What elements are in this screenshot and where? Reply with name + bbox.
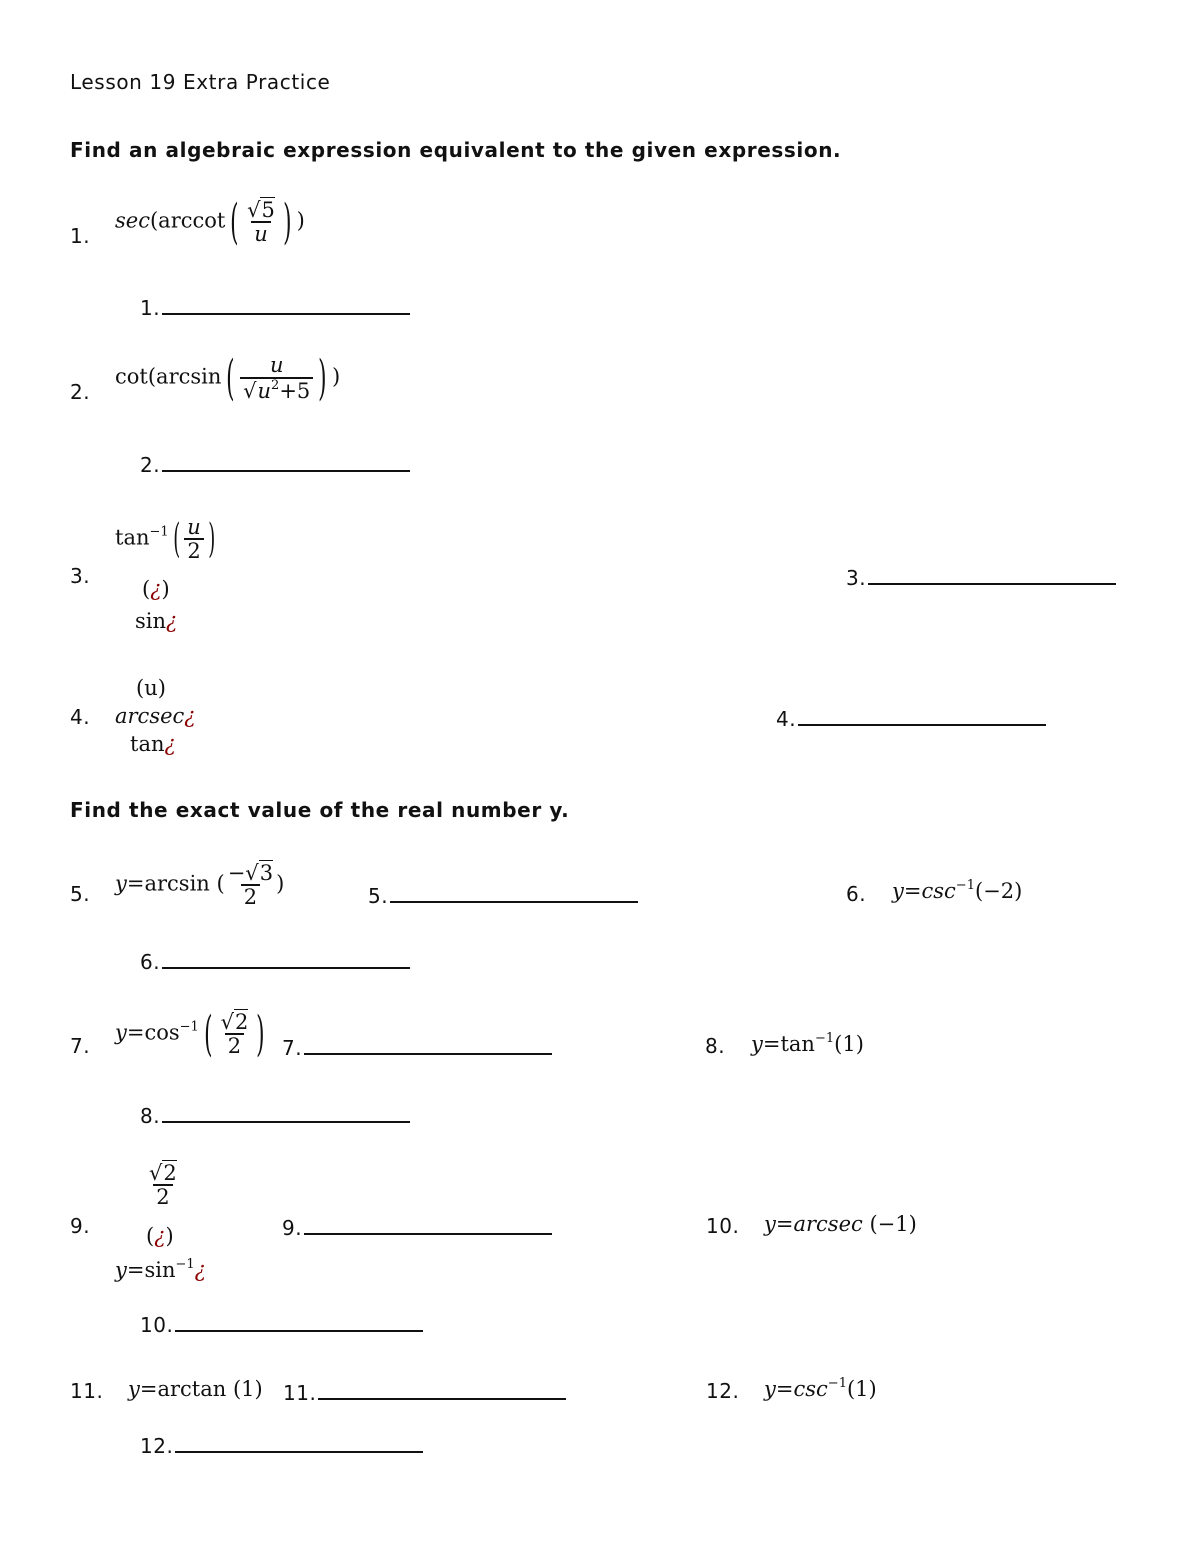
p2-denom-rest: +5 [279, 378, 311, 403]
problem-9-number: 9. [70, 1214, 91, 1238]
answer-1-blank[interactable] [162, 294, 410, 315]
p7-denom: 2 [225, 1033, 244, 1057]
problem-6-number: 6. [846, 882, 867, 906]
p7-fn: =cos [126, 1020, 180, 1045]
problem-3-bottom: sin¿ [135, 609, 178, 633]
p12-fn: csc [793, 1377, 828, 1401]
problem-9-top [146, 1162, 180, 1208]
p9-lhs: y [115, 1258, 127, 1282]
problem-11-expression [128, 1377, 263, 1401]
answer-1 [140, 294, 410, 320]
problem-2-expression: cot(arcsin ( $\frac{u}{√u^2+5}$ ) ) [115, 350, 341, 406]
problem-6-expression [892, 878, 1022, 903]
p10-arg: (−1) [869, 1212, 917, 1236]
problem-10-number: 10. [706, 1214, 740, 1238]
p7-lhs: y [115, 1020, 127, 1045]
problem-3-number: 3. [70, 564, 91, 588]
answer-12 [140, 1432, 423, 1458]
p8-lhs: y [751, 1032, 763, 1056]
p9-exp: −1 [175, 1257, 195, 1272]
problem-8-number: 8. [705, 1034, 726, 1058]
p6-exp: −1 [955, 878, 975, 893]
p6-eq: = [903, 879, 922, 903]
section-instructions-2: Find the exact value of the real number y. [70, 798, 570, 822]
answer-6 [140, 948, 410, 974]
p9-fn: =sin [126, 1258, 176, 1282]
problem-2-number: 2. [70, 380, 91, 404]
answer-5 [368, 882, 638, 908]
p2-numer: u [269, 353, 284, 378]
answer-7 [282, 1034, 552, 1060]
answer-2-blank[interactable] [162, 451, 410, 472]
p5-numer: 3 [259, 861, 274, 885]
answer-1-label: 1. [140, 296, 161, 320]
problem-12-expression [764, 1376, 877, 1401]
answer-10-label: 10. [140, 1313, 174, 1337]
section-instructions-1: Find an algebraic expression equivalent to the given expression. [70, 138, 842, 162]
p3-denom: 2 [184, 538, 203, 562]
answer-6-blank[interactable] [162, 948, 410, 969]
answer-11 [283, 1379, 566, 1405]
page-title: Lesson 19 Extra Practice [70, 70, 331, 94]
problem-8-expression [751, 1031, 864, 1056]
problem-7-expression: $y=\cos^{-1}$ ( $\frac{√2}{2}$ ) [115, 1006, 265, 1062]
p7-numer: 2 [234, 1009, 249, 1034]
p6-lhs: y [892, 879, 904, 903]
p8-arg: (1) [834, 1032, 864, 1056]
answer-8 [140, 1102, 410, 1128]
answer-4 [776, 705, 1046, 731]
answer-9 [282, 1214, 552, 1240]
p5-numer-sign: − [227, 861, 246, 885]
answer-11-blank[interactable] [318, 1379, 566, 1400]
p2-arc: arcsin [156, 364, 222, 389]
p6-fn: csc [921, 879, 956, 903]
p1-numer: 5 [261, 197, 275, 222]
problem-7-number: 7. [70, 1034, 91, 1058]
p9-denom: 2 [153, 1184, 172, 1208]
answer-7-label: 7. [282, 1036, 303, 1060]
answer-3 [846, 564, 1116, 590]
answer-7-blank[interactable] [304, 1034, 552, 1055]
answer-6-label: 6. [140, 950, 161, 974]
p12-arg: (1) [846, 1377, 877, 1401]
answer-8-blank[interactable] [162, 1102, 410, 1123]
answer-10 [140, 1311, 423, 1337]
p3-fraction [184, 516, 204, 562]
problem-3-mid: (¿) [142, 577, 170, 601]
p2-denom-exp: 2 [271, 377, 280, 393]
problem-4-top: (u) [136, 676, 166, 700]
p1-fn: sec [115, 208, 150, 233]
p2-denom-var: u [257, 378, 272, 403]
answer-5-label: 5. [368, 884, 389, 908]
p1-denom: u [251, 221, 271, 245]
answer-3-label: 3. [846, 566, 867, 590]
p3-top-exp: −1 [149, 524, 169, 540]
p8-fn: =tan [762, 1032, 815, 1056]
p5-fraction: $\frac{-√3}{2}$ [227, 861, 274, 910]
answer-2-label: 2. [140, 453, 161, 477]
p6-arg: (−2) [974, 879, 1023, 903]
p11-lhs: y [128, 1377, 140, 1401]
answer-10-blank[interactable] [175, 1311, 423, 1332]
p9-fraction: $\frac{√2}{2}$ [149, 1161, 177, 1210]
p10-fn: arcsec [793, 1212, 863, 1236]
p10-lhs: y [764, 1212, 776, 1236]
p12-lhs: y [764, 1377, 776, 1401]
problem-1-number: 1. [70, 224, 91, 248]
answer-4-label: 4. [776, 707, 797, 731]
problem-4-bottom: tan¿ [130, 732, 176, 756]
p2-fn: cot [115, 364, 148, 389]
problem-4-mid: arcsec¿ [115, 704, 196, 728]
answer-9-label: 9. [282, 1216, 303, 1240]
problem-11-number: 11. [70, 1379, 104, 1403]
p5-denom: 2 [241, 884, 260, 908]
p9-numer: 2 [163, 1161, 177, 1185]
problem-4-number: 4. [70, 705, 91, 729]
p3-numer: u [187, 515, 201, 539]
answer-12-blank[interactable] [175, 1432, 423, 1453]
p11-fn: =arctan [139, 1377, 227, 1401]
problem-1-expression: sec(arccot ( $\frac{√5}{u}$ ) ) [115, 194, 305, 250]
answer-4-blank[interactable] [798, 705, 1046, 726]
problem-10-expression [764, 1212, 917, 1236]
answer-8-label: 8. [140, 1104, 161, 1128]
answer-12-label: 12. [140, 1434, 174, 1458]
p3-top-fn: tan [115, 525, 150, 550]
problem-9-mid: (¿) [146, 1224, 174, 1248]
problem-9-bottom [115, 1257, 206, 1282]
answer-5-blank[interactable] [390, 882, 638, 903]
answer-3-blank[interactable] [868, 564, 1116, 585]
p7-fraction: $\frac{√2}{2}$ [220, 1009, 249, 1058]
problem-5-number: 5. [70, 882, 91, 906]
p12-eq: = [775, 1377, 794, 1401]
p1-arc: arccot [158, 208, 226, 233]
answer-11-label: 11. [283, 1381, 317, 1405]
p1-fraction: $\frac{√5}{u}$ [247, 197, 275, 246]
p9-tail: ¿ [194, 1258, 206, 1282]
answer-9-blank[interactable] [304, 1214, 552, 1235]
p8-exp: −1 [814, 1031, 835, 1046]
p2-fraction: $\frac{u}{√u^2+5}$ [240, 354, 313, 401]
answer-2 [140, 451, 410, 477]
p5-fn: =arcsin [126, 871, 210, 896]
problem-12-number: 12. [706, 1379, 740, 1403]
p11-arg: (1) [232, 1377, 263, 1401]
p10-eq: = [775, 1212, 794, 1236]
p12-exp: −1 [827, 1376, 847, 1391]
p5-lhs: y [115, 871, 127, 896]
problem-5-expression: y=arcsin ( $\frac{-√3}{2}$ ) [115, 861, 285, 910]
p7-exp: −1 [179, 1019, 199, 1035]
problem-3-top: $\tan^{-1}$ ( $\frac{u}{2}$ ) [115, 515, 216, 564]
